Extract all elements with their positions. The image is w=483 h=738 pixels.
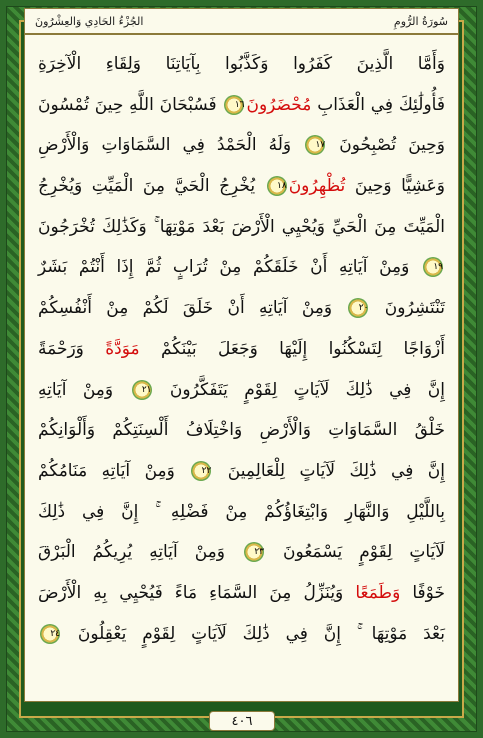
verse-line bbox=[24, 573, 459, 614]
highlighted-word: مَوَدَّةً bbox=[105, 338, 140, 359]
page-number-box bbox=[209, 711, 275, 731]
verse-text: إِنَّ فِي ذَٰلِكَ لَآيَاتٍ لِلْعَالِمِينَ bbox=[213, 460, 446, 481]
verse-text: الْمَيِّتَ مِنَ الْحَيِّ وَيُحْيِي الْأَرْضَ بَعْدَ مَوْتِهَا ۚ وَكَذَٰلِكَ تُخْرَجُونَ bbox=[38, 216, 445, 237]
ayah-number-marker: ٢٢ bbox=[191, 461, 211, 481]
verse-text: وَحِينَ تُصْبِحُونَ bbox=[327, 135, 445, 156]
ayah-number-marker: ١٦ bbox=[224, 95, 244, 115]
ayah-number-marker: ٢١ bbox=[132, 380, 152, 400]
verse-text: تَنْتَشِرُونَ bbox=[370, 298, 445, 319]
verse-line bbox=[24, 125, 459, 166]
highlighted-word: وَطَمَعًا bbox=[355, 582, 401, 603]
ayah-number-marker: ٢٠ bbox=[348, 298, 368, 318]
ayah-number-marker: ٢٣ bbox=[244, 542, 264, 562]
verse-text: وَمِنْ آيَاتِهِ bbox=[38, 379, 130, 400]
verse-text: خَلْقُ السَّمَاوَاتِ وَالْأَرْضِ وَاخْتِلَافُ أَلْسِنَتِكُمْ وَأَلْوَانِكُمْ bbox=[38, 420, 445, 441]
verse-line bbox=[24, 370, 459, 411]
verse-line bbox=[24, 614, 459, 655]
juz-name: الجُزْءُ الحَادِي وَالعِشْرُونَ bbox=[35, 14, 144, 28]
verse-text: وَمِنْ آيَاتِهِ يُرِيكُمُ الْبَرْقَ bbox=[38, 542, 243, 563]
verse-line bbox=[24, 492, 459, 533]
ayah-number-marker: ١٧ bbox=[305, 135, 325, 155]
verse-line bbox=[24, 166, 459, 207]
page-number: ٤٠٦ bbox=[231, 713, 253, 729]
verse-text: لَآيَاتٍ لِقَوْمٍ يَسْمَعُونَ bbox=[266, 542, 445, 563]
verse-line bbox=[24, 410, 459, 451]
verse-line bbox=[24, 329, 459, 370]
verse-text: أَزْوَاجًا لِتَسْكُنُوا إِلَيْهَا وَجَعَلَ بَيْنَكُمْ bbox=[139, 338, 445, 359]
verse-text: وَمِنْ آيَاتِهِ مَنَامُكُمْ bbox=[38, 460, 190, 481]
verse-text: وَأَمَّا الَّذِينَ كَفَرُوا وَكَذَّبُوا بِآيَاتِنَا وَلِقَاءِ الْآخِرَةِ bbox=[38, 54, 445, 74]
verse-line bbox=[24, 532, 459, 573]
verse-lines bbox=[24, 44, 459, 654]
verse-text: وَرَحْمَةً bbox=[38, 338, 106, 359]
verse-text: فَأُولَٰئِكَ فِي الْعَذَابِ bbox=[311, 94, 445, 115]
highlighted-word: تُظْهِرُونَ bbox=[288, 176, 346, 197]
verse-text: بِاللَّيْلِ وَالنَّهَارِ وَابْتِغَاؤُكُمْ مِنْ فَضْلِهِ ۚ إِنَّ فِي ذَٰلِكَ bbox=[38, 501, 445, 522]
surah-name: سُورَةُ الرُّومِ bbox=[393, 14, 448, 28]
verse-text: وَيُنَزِّلُ مِنَ السَّمَاءِ مَاءً فَيُحْيِي بِهِ الْأَرْضَ bbox=[38, 582, 356, 603]
verse-line bbox=[24, 85, 459, 126]
verse-text: بَعْدَ مَوْتِهَا ۚ إِنَّ فِي ذَٰلِكَ لَآيَاتٍ لِقَوْمٍ يَعْقِلُونَ bbox=[62, 623, 445, 644]
verse-text: إِنَّ فِي ذَٰلِكَ لَآيَاتٍ لِقَوْمٍ يَتَفَكَّرُونَ bbox=[153, 379, 446, 400]
verse-line bbox=[24, 288, 459, 329]
ayah-number-marker: ٢٤ bbox=[40, 624, 60, 644]
highlighted-word: مُحْضَرُونَ bbox=[246, 94, 312, 115]
verse-text: وَعَشِيًّا وَحِينَ bbox=[345, 176, 445, 197]
verse-text: يُخْرِجُ الْحَيَّ مِنَ الْمَيِّتِ وَيُخْرِجُ bbox=[38, 176, 265, 197]
verse-line bbox=[24, 44, 459, 85]
verse-text: وَلَهُ الْحَمْدُ فِي السَّمَاوَاتِ وَالْأَرْضِ bbox=[38, 135, 304, 156]
page-header bbox=[24, 8, 459, 34]
ayah-number-marker: ١٩ bbox=[423, 257, 443, 277]
verse-line bbox=[24, 207, 459, 248]
verse-text: فَسُبْحَانَ اللَّهِ حِينَ تُمْسُونَ bbox=[38, 94, 223, 115]
verse-line bbox=[24, 247, 459, 288]
ayah-number-marker: ١٨ bbox=[267, 176, 287, 196]
verse-text: وَمِنْ آيَاتِهِ أَنْ خَلَقَكُمْ مِنْ تُرَابٍ ثُمَّ إِذَا أَنْتُمْ بَشَرٌ bbox=[38, 257, 421, 278]
verse-text: خَوْفًا bbox=[400, 582, 445, 603]
verse-line bbox=[24, 451, 459, 492]
verse-text: وَمِنْ آيَاتِهِ أَنْ خَلَقَ لَكُمْ مِنْ أَنْفُسِكُمْ bbox=[38, 298, 347, 319]
